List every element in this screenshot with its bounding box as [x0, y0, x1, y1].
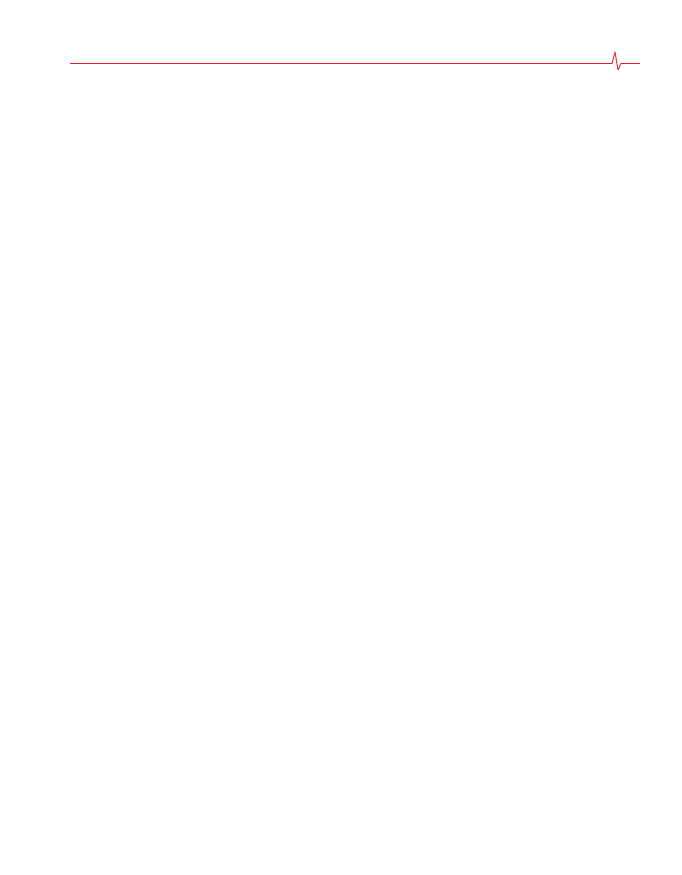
header-ecg-line: [0, 0, 682, 70]
running-header: [0, 0, 682, 70]
